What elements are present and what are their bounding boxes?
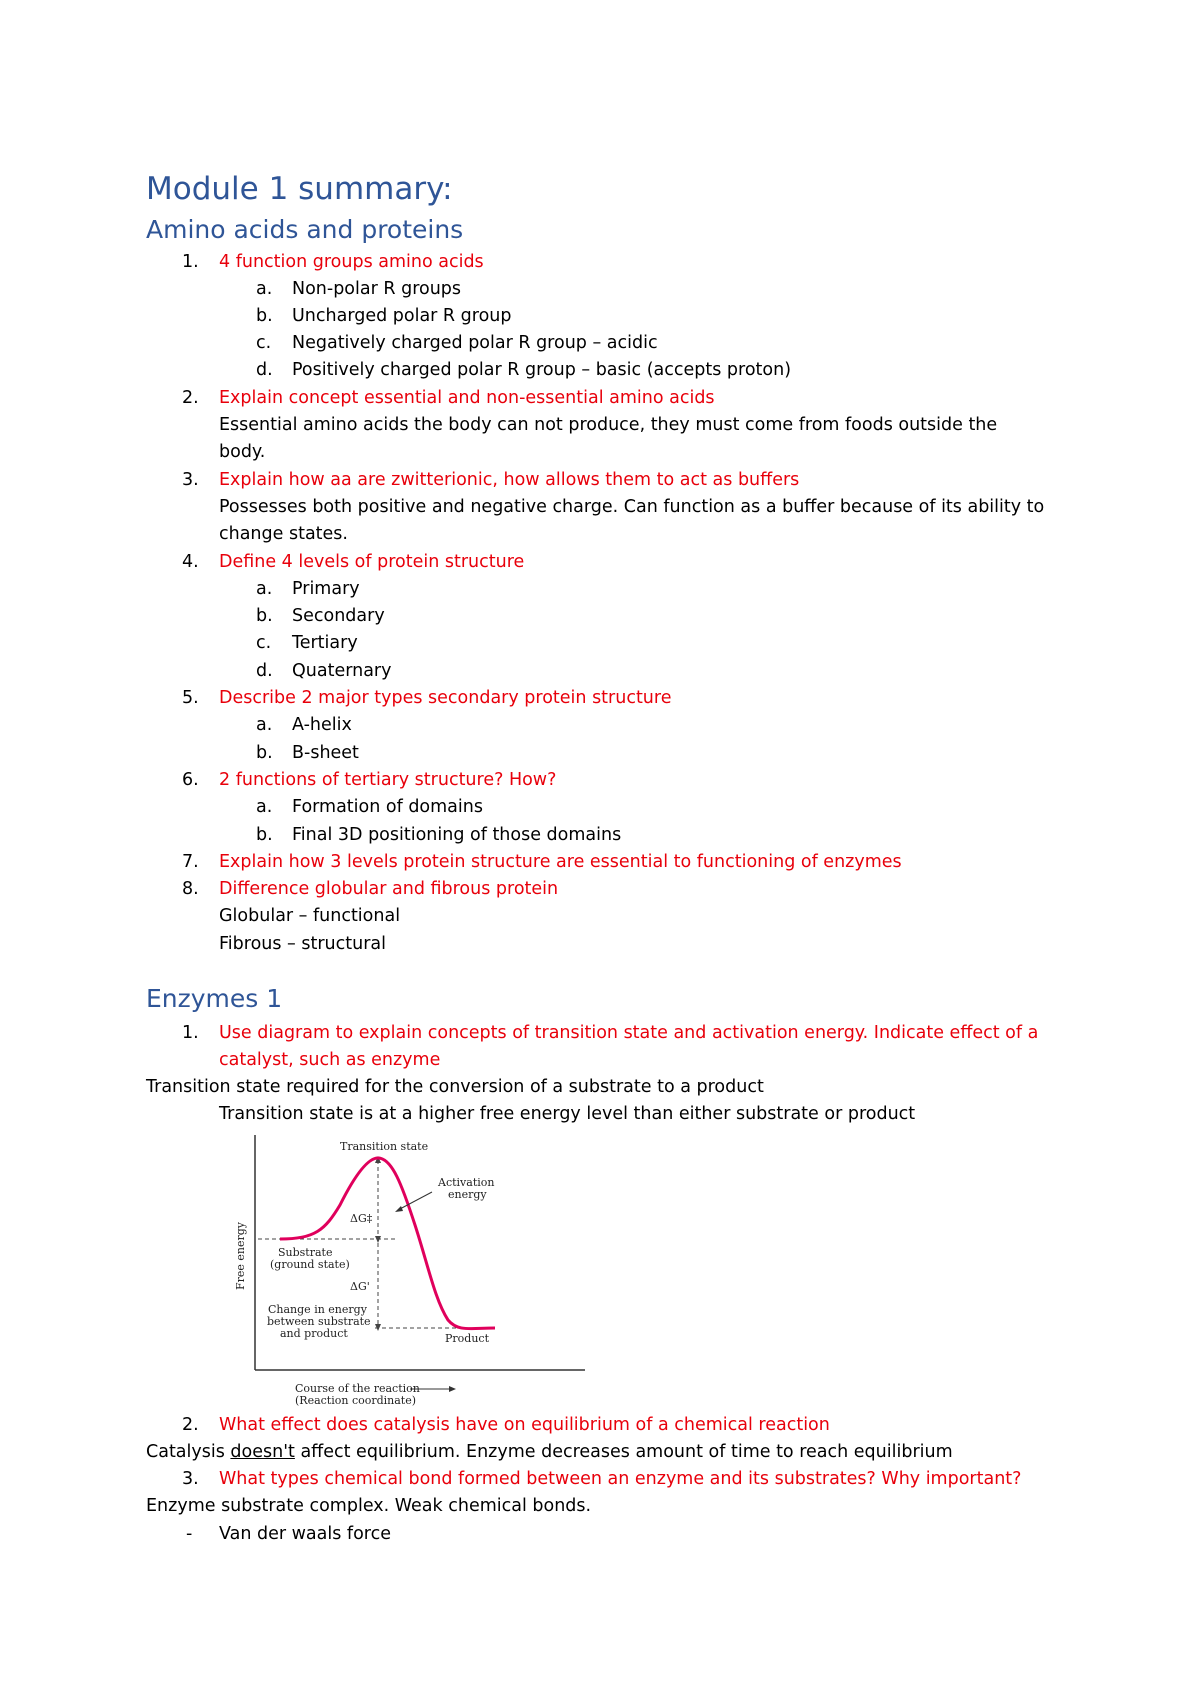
question: What types chemical bond formed between an enzyme and its substrates? Why important? [219,1469,1022,1489]
delta-g-prime-label: ΔG' [350,1280,370,1293]
answer: Possesses both positive and negative charge. Can function as a buffer because of its ability to [219,497,1045,517]
list-letter: b. [256,825,273,845]
question: Difference globular and fibrous protein [219,879,559,899]
list-item: Final 3D positioning of those domains [292,825,622,845]
ground-state-label: (ground state) [270,1258,350,1271]
list-item: Uncharged polar R group [292,306,512,326]
list-item: Tertiary [292,633,358,653]
question: Describe 2 major types secondary protein structure [219,688,672,708]
answer: Catalysis doesn't affect equilibrium. Enzyme decreases amount of time to reach equilibrium [146,1442,953,1462]
list-number: 5. [182,688,199,708]
list-number: 6. [182,770,199,790]
list-item: B-sheet [292,743,359,763]
list-letter: b. [256,743,273,763]
list-item: Secondary [292,606,385,626]
list-number: 4. [182,552,199,572]
list-item: Positively charged polar R group – basic (accepts proton) [292,360,792,380]
question: 4 function groups amino acids [219,252,484,272]
list-item: Non-polar R groups [292,279,462,299]
answer: body. [219,442,266,462]
answer: Fibrous – structural [219,934,386,954]
question: Use diagram to explain concepts of transition state and activation energy. Indicate effect of a [219,1023,1039,1043]
transition-state-label: Transition state [340,1140,429,1153]
list-letter: d. [256,661,273,681]
list-letter: c. [256,633,272,653]
list-number: 1. [182,252,199,272]
list-letter: d. [256,360,273,380]
answer: Essential amino acids the body can not produce, they must come from foods outside the [219,415,998,435]
x-axis-label-1: Course of the reaction [295,1382,420,1395]
bullet-item: Van der waals force [219,1524,391,1544]
change-label-2: between substrate [267,1315,371,1328]
energy-label: energy [448,1188,487,1201]
list-item: A-helix [292,715,352,735]
list-item: Negatively charged polar R group – acidic [292,333,658,353]
list-number: 2. [182,1415,199,1435]
section-heading-enzymes: Enzymes 1 [146,984,283,1013]
answer: Transition state is at a higher free energy level than either substrate or product [219,1104,916,1124]
question: Explain concept essential and non-essential amino acids [219,388,715,408]
question: What effect does catalysis have on equilibrium of a chemical reaction [219,1415,830,1435]
y-axis-label: Free energy [234,1221,247,1290]
question: Explain how aa are zwitterionic, how allows them to act as buffers [219,470,800,490]
list-letter: a. [256,279,273,299]
question-continued: catalyst, such as enzyme [219,1050,441,1070]
list-letter: b. [256,306,273,326]
list-letter: a. [256,797,273,817]
activation-label: Activation [438,1176,495,1189]
list-number: 7. [182,852,199,872]
list-item: Quaternary [292,661,392,681]
list-number: 1. [182,1023,199,1043]
change-label-3: and product [280,1327,348,1340]
bullet-dash: - [186,1524,193,1544]
question: 2 functions of tertiary structure? How? [219,770,557,790]
page-title: Module 1 summary: [146,171,453,207]
free-energy-diagram [220,1130,600,1408]
list-letter: b. [256,606,273,626]
product-label: Product [445,1332,489,1345]
delta-g-double-label: ΔG‡ [350,1212,373,1225]
question: Explain how 3 levels protein structure are essential to functioning of enzymes [219,852,902,872]
answer: change states. [219,524,348,544]
list-number: 8. [182,879,199,899]
list-number: 2. [182,388,199,408]
list-letter: a. [256,579,273,599]
list-number: 3. [182,470,199,490]
list-item: Formation of domains [292,797,483,817]
x-axis-label-2: (Reaction coordinate) [295,1394,417,1407]
section-heading-amino: Amino acids and proteins [146,215,464,244]
list-item: Primary [292,579,360,599]
list-number: 3. [182,1469,199,1489]
list-letter: a. [256,715,273,735]
answer: Enzyme substrate complex. Weak chemical bonds. [146,1496,592,1516]
question: Define 4 levels of protein structure [219,552,525,572]
change-label-1: Change in energy [268,1303,367,1316]
underlined-word: doesn't [230,1442,295,1462]
answer: Globular – functional [219,906,401,926]
list-letter: c. [256,333,272,353]
answer: Transition state required for the conversion of a substrate to a product [146,1077,764,1097]
substrate-label: Substrate [278,1246,333,1259]
